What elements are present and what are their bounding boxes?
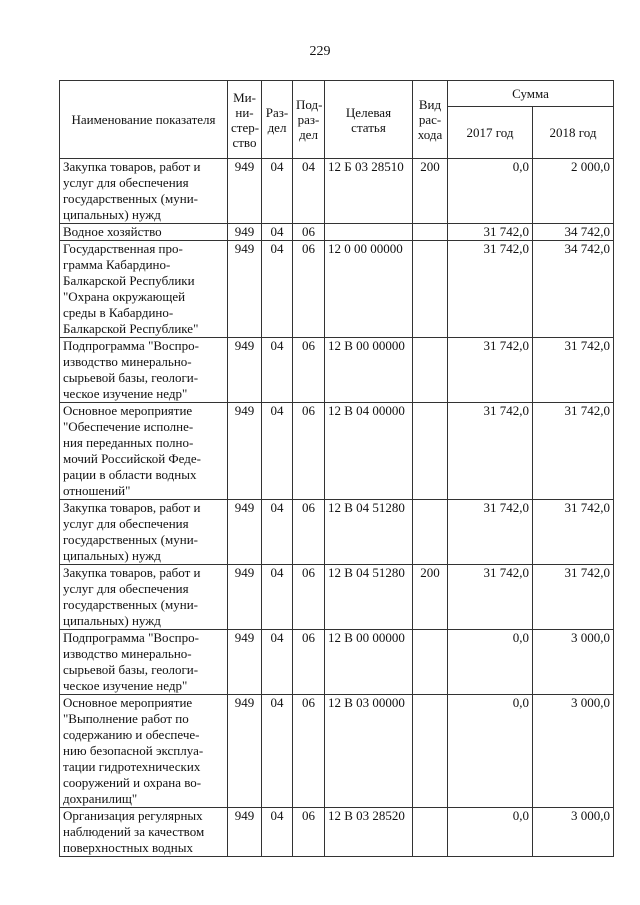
cell-target: 12 В 03 00000 [325, 695, 413, 808]
cell-2018: 34 742,0 [533, 224, 614, 241]
cell-2017: 31 742,0 [448, 224, 533, 241]
cell-subsection: 06 [293, 565, 325, 630]
cell-2018: 31 742,0 [533, 500, 614, 565]
cell-ministry: 949 [228, 695, 262, 808]
cell-ministry: 949 [228, 224, 262, 241]
cell-2017: 0,0 [448, 630, 533, 695]
cell-name: Подпрограмма "Воспро- изводство минерально- сырьевой базы, геологи- ческое изучение недр" [60, 338, 228, 403]
header-target: Целевая статья [325, 81, 413, 159]
cell-ministry: 949 [228, 500, 262, 565]
table-row [60, 565, 614, 630]
cell-section: 04 [262, 159, 293, 224]
cell-name: Закупка товаров, работ и услуг для обеспечения государственных (муни- ципальных) нужд [60, 159, 228, 224]
cell-name: Закупка товаров, работ и услуг для обеспечения государственных (муни- ципальных) нужд [60, 565, 228, 630]
cell-2018: 31 742,0 [533, 565, 614, 630]
table-row [60, 338, 614, 403]
cell-section: 04 [262, 630, 293, 695]
cell-expense-type [413, 241, 448, 338]
cell-subsection: 06 [293, 630, 325, 695]
table-header [60, 81, 614, 159]
cell-2017: 0,0 [448, 695, 533, 808]
cell-expense-type [413, 630, 448, 695]
cell-ministry: 949 [228, 808, 262, 857]
cell-2018: 3 000,0 [533, 630, 614, 695]
cell-expense-type [413, 808, 448, 857]
cell-2018: 3 000,0 [533, 695, 614, 808]
cell-name: Подпрограмма "Воспро- изводство минерально- сырьевой базы, геологи- ческое изучение недр" [60, 630, 228, 695]
cell-name: Основное мероприятие "Выполнение работ по содержанию и обеспече- нию безопасной эксплуа- тации гидротехнических сооружений и охрана во- дохранилищ" [60, 695, 228, 808]
cell-2017: 0,0 [448, 808, 533, 857]
cell-target: 12 В 04 51280 [325, 500, 413, 565]
cell-name: Организация регулярных наблюдений за качеством поверхностных водных [60, 808, 228, 857]
header-2018: 2018 год [533, 107, 614, 159]
cell-name: Основное мероприятие "Обеспечение исполне- ния переданных полно- мочий Российской Феде- рации в области водных отношений" [60, 403, 228, 500]
cell-expense-type [413, 224, 448, 241]
cell-subsection: 04 [293, 159, 325, 224]
cell-2017: 31 742,0 [448, 403, 533, 500]
cell-2018: 31 742,0 [533, 338, 614, 403]
table-body [60, 159, 614, 857]
header-expense-type: Вид рас- хода [413, 81, 448, 159]
cell-name: Закупка товаров, работ и услуг для обеспечения государственных (муни- ципальных) нужд [60, 500, 228, 565]
cell-subsection: 06 [293, 403, 325, 500]
cell-2017: 0,0 [448, 159, 533, 224]
cell-section: 04 [262, 565, 293, 630]
cell-2018: 34 742,0 [533, 241, 614, 338]
cell-subsection: 06 [293, 695, 325, 808]
table-row [60, 403, 614, 500]
cell-section: 04 [262, 241, 293, 338]
cell-section: 04 [262, 808, 293, 857]
cell-target [325, 224, 413, 241]
cell-2018: 3 000,0 [533, 808, 614, 857]
cell-expense-type [413, 403, 448, 500]
cell-ministry: 949 [228, 241, 262, 338]
cell-ministry: 949 [228, 338, 262, 403]
cell-ministry: 949 [228, 630, 262, 695]
cell-section: 04 [262, 695, 293, 808]
cell-ministry: 949 [228, 565, 262, 630]
cell-subsection: 06 [293, 500, 325, 565]
cell-2018: 31 742,0 [533, 403, 614, 500]
page-number: 229 [309, 44, 331, 59]
cell-section: 04 [262, 500, 293, 565]
cell-target: 12 В 00 00000 [325, 338, 413, 403]
cell-target: 12 В 04 00000 [325, 403, 413, 500]
cell-target: 12 0 00 00000 [325, 241, 413, 338]
cell-subsection: 06 [293, 224, 325, 241]
cell-section: 04 [262, 403, 293, 500]
table-row [60, 630, 614, 695]
table-row [60, 808, 614, 857]
cell-name: Водное хозяйство [60, 224, 228, 241]
cell-ministry: 949 [228, 403, 262, 500]
header-section: Раз- дел [262, 81, 293, 159]
header-2017: 2017 год [448, 107, 533, 159]
cell-expense-type: 200 [413, 565, 448, 630]
cell-section: 04 [262, 224, 293, 241]
cell-expense-type [413, 500, 448, 565]
cell-expense-type [413, 695, 448, 808]
cell-target: 12 В 03 28520 [325, 808, 413, 857]
cell-subsection: 06 [293, 241, 325, 338]
table-row [60, 500, 614, 565]
cell-expense-type [413, 338, 448, 403]
cell-target: 12 Б 03 28510 [325, 159, 413, 224]
cell-name: Государственная про- грамма Кабардино- Балкарской Республики "Охрана окружающей среды в Кабардино- Балкарской Республике" [60, 241, 228, 338]
cell-target: 12 В 00 00000 [325, 630, 413, 695]
cell-2017: 31 742,0 [448, 241, 533, 338]
header-name: Наименование показателя [60, 81, 228, 159]
cell-subsection: 06 [293, 338, 325, 403]
header-sum: Сумма [448, 81, 614, 107]
budget-table [59, 80, 614, 857]
cell-expense-type: 200 [413, 159, 448, 224]
cell-2018: 2 000,0 [533, 159, 614, 224]
cell-2017: 31 742,0 [448, 565, 533, 630]
table-row [60, 159, 614, 224]
cell-2017: 31 742,0 [448, 338, 533, 403]
table-row [60, 241, 614, 338]
cell-target: 12 В 04 51280 [325, 565, 413, 630]
header-ministry: Ми- ни- стер- ство [228, 81, 262, 159]
cell-section: 04 [262, 338, 293, 403]
table-row [60, 224, 614, 241]
table-row [60, 695, 614, 808]
cell-ministry: 949 [228, 159, 262, 224]
cell-2017: 31 742,0 [448, 500, 533, 565]
header-subsection: Под- раз- дел [293, 81, 325, 159]
cell-subsection: 06 [293, 808, 325, 857]
